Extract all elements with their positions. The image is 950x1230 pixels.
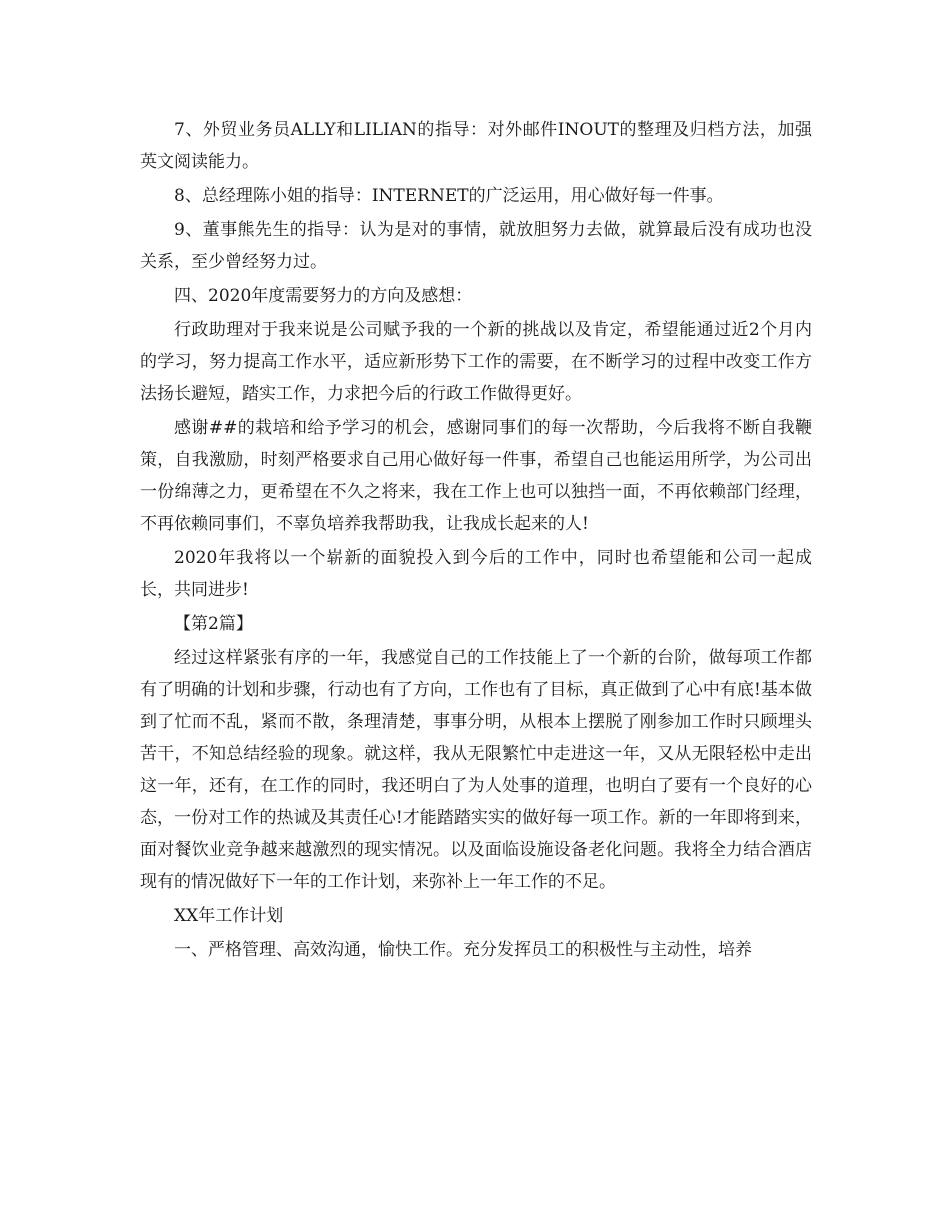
section-heading-work-plan: XX年工作计划 [174,906,284,926]
paragraph-plan-item-1: 一、严格管理、高效沟通，愉快工作。充分发挥员工的积极性与主动性，培养 [174,940,752,960]
paragraph-guidance-9: 9、董事熊先生的指导：认为是对的事情，就放胆努力去做，就算最后没有成功也没关系，至少曾经努力过。 [140,220,812,272]
article-heading-2: 【第2篇】 [174,614,253,634]
paragraph-guidance-8: 8、总经理陈小姐的指导：INTERNET的广泛运用，用心做好每一件事。 [174,186,724,206]
paragraph-guidance-7: 7、外贸业务员ALLY和LILIAN的指导：对外邮件INOUT的整理及归档方法，加强英文阅读能力。 [140,120,812,172]
document-page [140,114,812,966]
paragraph-thanks: 感谢##的栽培和给予学习的机会，感谢同事们的每一次帮助，今后我将不断自我鞭策，自我激励，时刻严格要求自己用心做好每一件事，希望自己也能运用所学，为公司出一份绵薄之力，更希望在不久之将来，我在工作上也可以独挡一面，不再依赖部门经理，不再依赖同事们，不辜负培养我帮助我，让我成长起来的人! [140,418,812,534]
paragraph-year-summary: 经过这样紧张有序的一年，我感觉自己的工作技能上了一个新的台阶，做每项工作都有了明确的计划和步骤，行动也有了方向，工作也有了目标，真正做到了心中有底!基本做到了忙而不乱，紧而不散，条理清楚，事事分明，从根本上摆脱了刚参加工作时只顾埋头苦干，不知总结经验的现象。就这样，我从无限繁忙中走进这一年，又从无限轻松中走出这一年，还有，在工作的同时，我还明白了为人处事的道理，也明白了要有一个良好的心态，一份对工作的热诚及其责任心!才能踏踏实实的做好每一项工作。新的一年即将到来，面对餐饮业竞争越来越激烈的现实情况。以及面临设施设备老化问题。我将全力结合酒店现有的情况做好下一年的工作计划，来弥补上一年工作的不足。 [140,648,812,892]
paragraph-2020-outlook: 2020年我将以一个崭新的面貌投入到今后的工作中，同时也希望能和公司一起成长，共同进步! [140,548,812,600]
paragraph-admin-assistant: 行政助理对于我来说是公司赋予我的一个新的挑战以及肯定，希望能通过近2个月内的学习，努力提高工作水平，适应新形势下工作的需要，在不断学习的过程中改变工作方法扬长避短，踏实工作，力求把今后的行政工作做得更好。 [140,320,812,404]
section-heading-2020-direction: 四、2020年度需要努力的方向及感想： [174,286,473,306]
